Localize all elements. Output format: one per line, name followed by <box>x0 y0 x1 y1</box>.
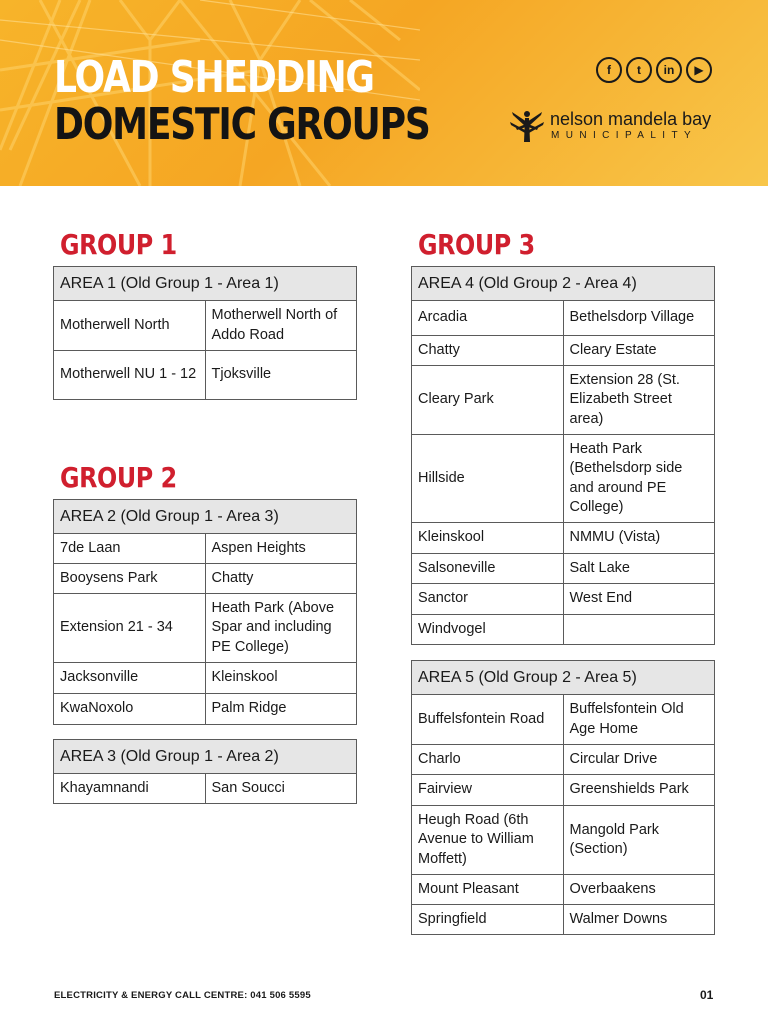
table-cell: Hillside <box>412 435 564 523</box>
table-cell: Springfield <box>412 905 564 935</box>
table-cell: Walmer Downs <box>563 905 715 935</box>
table-cell: Palm Ridge <box>205 694 357 725</box>
table-cell: Heugh Road (6th Avenue to William Moffett) <box>412 806 564 875</box>
table-cell: Extension 28 (St. Elizabeth Street area) <box>563 366 715 435</box>
table-cell: Windvogel <box>412 615 564 645</box>
table-cell: Buffelsfontein Old Age Home <box>563 695 715 745</box>
table-cell: Motherwell North <box>54 301 206 351</box>
table-cell: Salt Lake <box>563 554 715 584</box>
table-cell: Aspen Heights <box>205 534 357 564</box>
table-cell: Khayamnandi <box>54 774 206 804</box>
table-cell: Kleinskool <box>205 663 357 694</box>
table-cell: 7de Laan <box>54 534 206 564</box>
table-cell: Mangold Park (Section) <box>563 806 715 875</box>
linkedin-icon[interactable]: in <box>656 57 682 83</box>
table-cell: Salsoneville <box>412 554 564 584</box>
table-cell: West End <box>563 584 715 615</box>
area-4-table <box>411 266 715 645</box>
page-number: 01 <box>700 988 714 1002</box>
area-2-heading: AREA 2 (Old Group 1 - Area 3) <box>54 500 357 534</box>
table-cell <box>563 615 715 645</box>
table-cell: Charlo <box>412 745 564 775</box>
table-cell: Mount Pleasant <box>412 875 564 905</box>
table-cell: Tjoksville <box>205 351 357 400</box>
area-5-table <box>411 660 715 935</box>
table-cell: Booysens Park <box>54 564 206 594</box>
municipality-logo <box>508 106 723 146</box>
table-cell: Heath Park (Bethelsdorp side and around PE College) <box>563 435 715 523</box>
area-3-heading: AREA 3 (Old Group 1 - Area 2) <box>54 740 357 774</box>
table-cell: San Soucci <box>205 774 357 804</box>
table-cell: Kleinskool <box>412 523 564 554</box>
logo-subtitle: MUNICIPALITY <box>551 130 698 141</box>
table-cell: Sanctor <box>412 584 564 615</box>
group-2-title: GROUP 2 <box>60 461 177 494</box>
table-cell: KwaNoxolo <box>54 694 206 725</box>
table-cell: Motherwell NU 1 - 12 <box>54 351 206 400</box>
call-centre-footer: ELECTRICITY & ENERGY CALL CENTRE: 041 506 5595 <box>54 990 311 1001</box>
page-title-line-1: LOAD SHEDDING <box>54 52 374 103</box>
table-cell: NMMU (Vista) <box>563 523 715 554</box>
table-cell: Jacksonville <box>54 663 206 694</box>
table-cell: Bethelsdorp Village <box>563 301 715 336</box>
page-title-line-2: DOMESTIC GROUPS <box>54 99 430 150</box>
logo-name: nelson mandela bay <box>550 109 712 129</box>
table-cell: Buffelsfontein Road <box>412 695 564 745</box>
social-links <box>596 57 712 83</box>
page-header <box>0 0 768 186</box>
table-cell: Greenshields Park <box>563 775 715 806</box>
facebook-icon[interactable]: f <box>596 57 622 83</box>
logo-figure-icon <box>508 106 546 144</box>
area-2-table <box>53 499 357 725</box>
area-1-heading: AREA 1 (Old Group 1 - Area 1) <box>54 267 357 301</box>
group-1-title: GROUP 1 <box>60 228 177 261</box>
table-cell: Heath Park (Above Spar and including PE College) <box>205 594 357 663</box>
area-5-heading: AREA 5 (Old Group 2 - Area 5) <box>412 661 715 695</box>
area-4-heading: AREA 4 (Old Group 2 - Area 4) <box>412 267 715 301</box>
area-1-table <box>53 266 357 400</box>
table-cell: Arcadia <box>412 301 564 336</box>
table-cell: Fairview <box>412 775 564 806</box>
table-cell: Extension 21 - 34 <box>54 594 206 663</box>
area-3-table <box>53 739 357 804</box>
table-cell: Cleary Park <box>412 366 564 435</box>
twitter-icon[interactable]: t <box>626 57 652 83</box>
table-cell: Chatty <box>205 564 357 594</box>
table-cell: Circular Drive <box>563 745 715 775</box>
group-3-title: GROUP 3 <box>418 228 535 261</box>
table-cell: Overbaakens <box>563 875 715 905</box>
table-cell: Motherwell North of Addo Road <box>205 301 357 351</box>
table-cell: Chatty <box>412 336 564 366</box>
table-cell: Cleary Estate <box>563 336 715 366</box>
youtube-icon[interactable]: ▶ <box>686 57 712 83</box>
